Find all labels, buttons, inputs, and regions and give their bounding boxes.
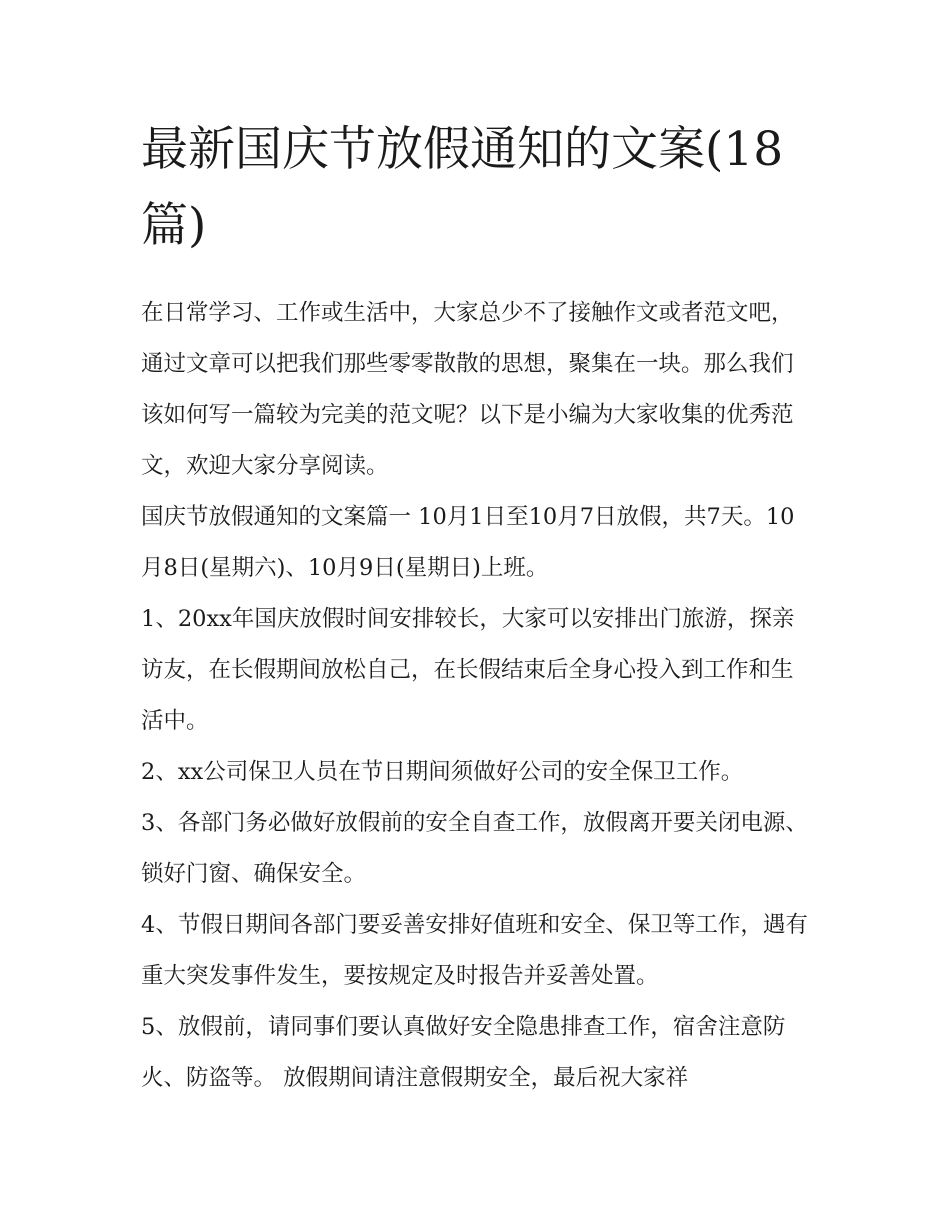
- document-content: [141, 112, 813, 1104]
- notice-item-3: 3、各部门务必做好放假前的安全自查工作，放假离开要关闭电源、锁好门窗、确保安全。: [141, 810, 808, 887]
- intro-paragraph: 在日常学习、工作或生活中，大家总少不了接触作文或者范文吧，通过文章可以把我们那些零零散散的思想，聚集在一块。那么我们该如何写一篇较为完美的范文呢？以下是小编为大家收集的优秀范文，欢迎大家分享阅读。: [141, 300, 794, 479]
- notice-item-5: 5、放假前，请同事们要认真做好安全隐患排查工作，宿舍注意防火、防盗等。 放假期间请注意假期安全，最后祝大家祥: [141, 1014, 786, 1091]
- document-body: [141, 288, 813, 1104]
- schedule-paragraph: 国庆节放假通知的文案篇一 10月1日至10月7日放假，共7天。10月8日(星期六)、10月9日(星期日)上班。: [141, 504, 795, 581]
- notice-item-2: 2、xx公司保卫人员在节日期间须做好公司的安全保卫工作。: [141, 759, 744, 785]
- document-title: 最新国庆节放假通知的文案(18篇): [141, 122, 784, 253]
- notice-item-4: 4、节假日期间各部门要妥善安排好值班和安全、保卫等工作，遇有重大突发事件发生，要按规定及时报告并妥善处置。: [141, 912, 808, 989]
- notice-item-1: 1、20xx年国庆放假时间安排较长，大家可以安排出门旅游，探亲访友，在长假期间放松自己，在长假结束后全身心投入到工作和生活中。: [141, 606, 795, 734]
